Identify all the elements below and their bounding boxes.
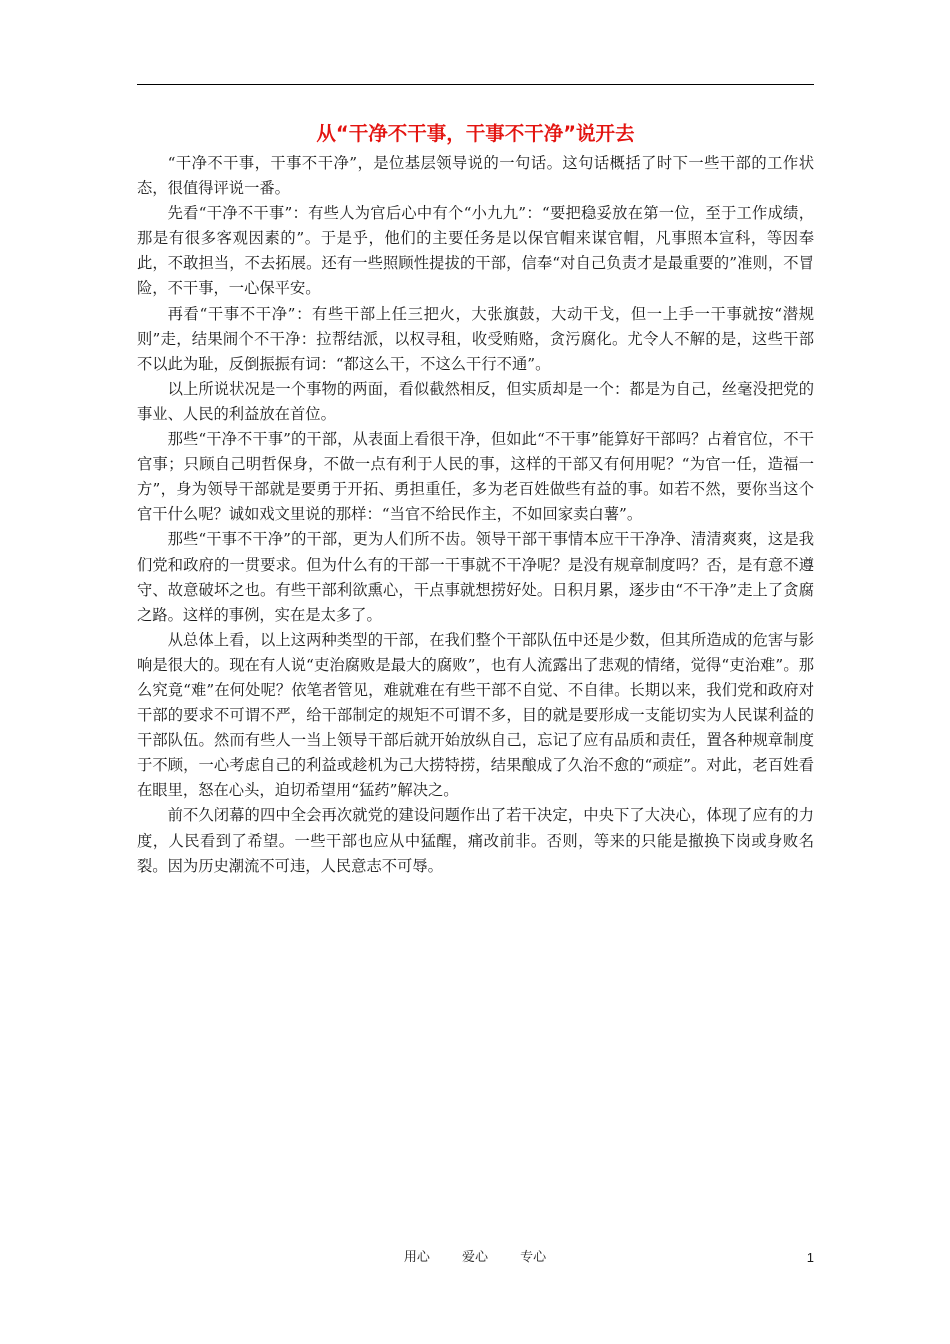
article-body <box>137 151 814 879</box>
footer-word: 爱心 <box>461 1250 488 1265</box>
footer-word: 专心 <box>520 1250 547 1265</box>
paragraph-4: 以上所说状况是一个事物的两面，看似截然相反，但实质却是一个：都是为自己，丝毫没把党的事业、人民的利益放在首位。 <box>137 379 814 423</box>
paragraph-2: 先看“干净不干事”：有些人为官后心中有个“小九九”：“要把稳妥放在第一位，至于工作成绩，那是有很多客观因素的”。于是乎，他们的主要任务是以保官帽来谋官帽，凡事照本宣科，等因奉此，不敢担当，不去拓展。还有一些照顾性提拔的干部，信奉“对自己负责才是最重要的”准则，不冒险，不干事，一心保平安。 <box>137 204 814 298</box>
page-number: 1 <box>806 1250 814 1265</box>
paragraph-3: 再看“干事不干净”：有些干部上任三把火，大张旗鼓，大动干戈，但一上手一干事就按“潜规则”走，结果闹个不干净：拉帮结派，以权寻租，收受贿赂，贪污腐化。尤令人不解的是，这些干部不以此为耻，反倒振振有词：“都这么干，不这么干行不通”。 <box>137 304 814 373</box>
paragraph-7: 从总体上看，以上这两种类型的干部，在我们整个干部队伍中还是少数，但其所造成的危害与影响是很大的。现在有人说“吏治腐败是最大的腐败”，也有人流露出了悲观的情绪，觉得“吏治难”。那么究竟“难”在何处呢？依笔者管见，难就难在有些干部不自觉、不自律。长期以来，我们党和政府对干部的要求不可谓不严，给干部制定的规矩不可谓不多，目的就是要形成一支能切实为人民谋利益的干部队伍。然而有些人一当上领导干部后就开始放纵自己，忘记了应有品质和责任，置各种规章制度于不顾，一心考虑自己的利益或趁机为己大捞特捞，结果酿成了久治不愈的“顽症”。对此，老百姓看在眼里，怒在心头，迫切希望用“猛药”解决之。 <box>137 630 814 800</box>
paragraph-5: 那些“干净不干事”的干部，从表面上看很干净，但如此“不干事”能算好干部吗？占着官位，不干官事；只顾自己明哲保身，不做一点有利于人民的事，这样的干部又有何用呢？“为官一任，造福一方”，身为领导干部就是要勇于开拓、勇担重任，多为老百姓做些有益的事。如若不然，要你当这个官干什么呢？诚如戏文里说的那样：“当官不给民作主，不如回家卖白薯”。 <box>137 430 814 524</box>
paragraph-8: 前不久闭幕的四中全会再次就党的建设问题作出了若干决定，中央下了大决心，体现了应有的力度，人民看到了希望。一些干部也应从中猛醒，痛改前非。否则，等来的只能是撤换下岗或身败名裂。因为历史潮流不可违，人民意志不可辱。 <box>137 806 814 875</box>
paragraph-6: 那些“干事不干净”的干部，更为人们所不齿。领导干部干事情本应干干净净、清清爽爽，这是我们党和政府的一贯要求。但为什么有的干部一干事就不干净呢？是没有规章制度吗？否，是有意不遵守、故意破坏之也。有些干部利欲熏心，干点事就想捞好处。日积月累，逐步由“不干净”走上了贪腐之路。这样的事例，实在是太多了。 <box>137 530 814 624</box>
paragraph-1: “干净不干事，干事不干净”，是位基层领导说的一句话。这句话概括了时下一些干部的工作状态，很值得评说一番。 <box>137 154 814 198</box>
article-title: 从“干净不干事，干事不干净”说开去 <box>316 122 635 145</box>
header-rule <box>137 84 814 85</box>
footer-word: 用心 <box>403 1250 430 1265</box>
